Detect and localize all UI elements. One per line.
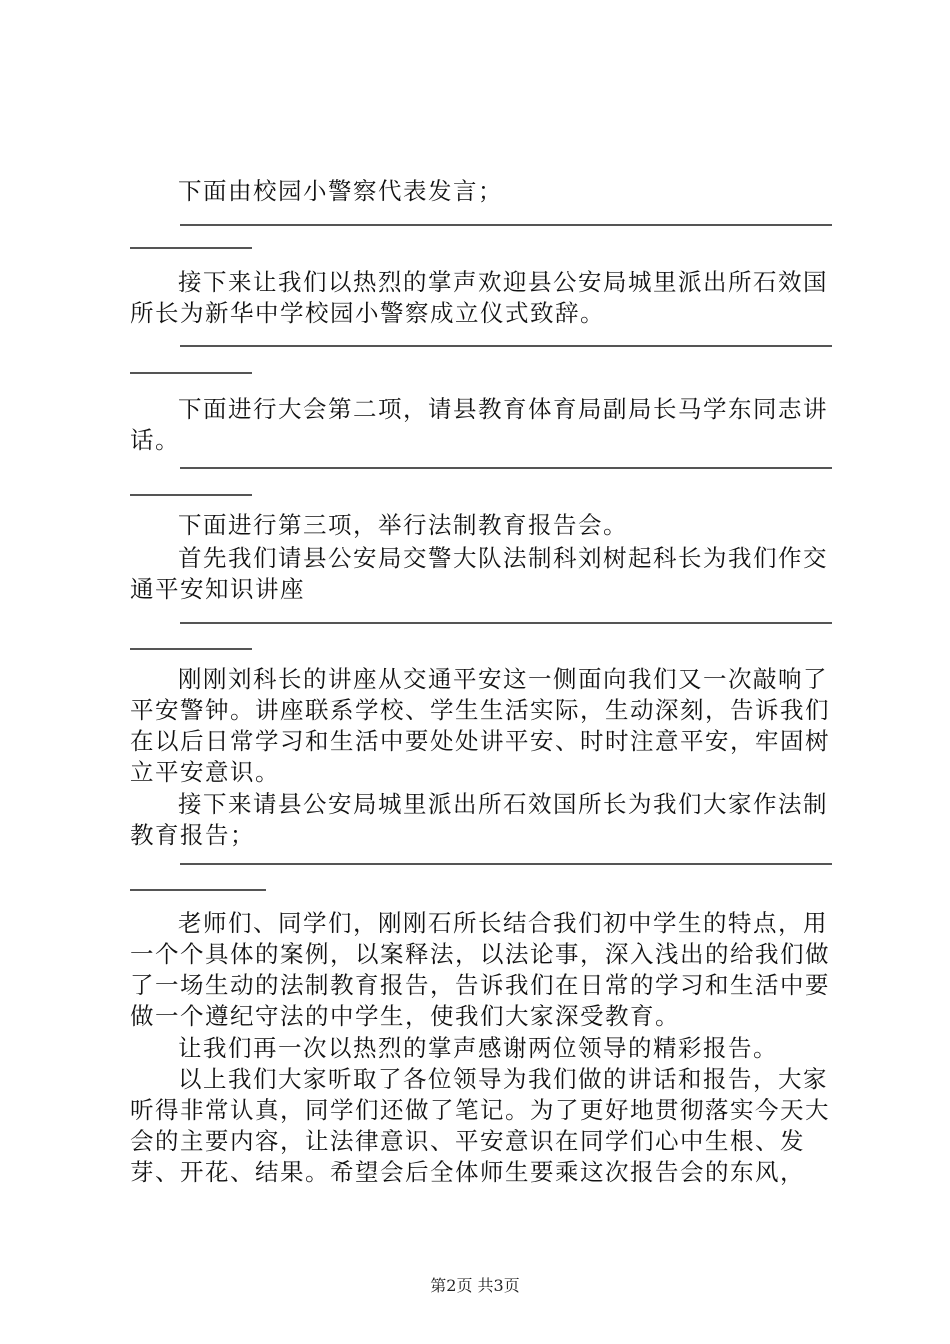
paragraph-traffic-lecture: 首先我们请县公安局交警大队法制科刘树起科长为我们作交通平安知识讲座 bbox=[130, 544, 828, 603]
paragraph-welcome-director: 接下来让我们以热烈的掌声欢迎县公安局城里派出所石效国所长为新华中学校园小警察成立仪式致辞。 bbox=[130, 268, 828, 327]
paragraph-item-two: 下面进行大会第二项，请县教育体育局副局长马学东同志讲话。 bbox=[130, 395, 828, 454]
separator-line-tail bbox=[130, 889, 266, 891]
separator-line-tail bbox=[130, 494, 252, 496]
separator-line-tail bbox=[130, 372, 252, 374]
paragraph-thanks: 让我们再一次以热烈的掌声感谢两位领导的精彩报告。 bbox=[178, 1034, 778, 1062]
separator-line bbox=[180, 224, 832, 226]
paragraph-report-summary: 老师们、同学们，刚刚石所长结合我们初中学生的特点，用一个个具体的案例，以案释法，以法论事，深入浅出的给我们做了一场生动的法制教育报告，告诉我们在日常的学习和生活中要做一个遵纪守法的中学生，使我们大家深受教育。 bbox=[130, 909, 830, 1030]
paragraph-lecture-summary: 刚刚刘科长的讲座从交通平安这一侧面向我们又一次敲响了平安警钟。讲座联系学校、学生生活实际，生动深刻，告诉我们在以后日常学习和生活中要处处讲平安、时时注意平安，牢固树立平安意识。 bbox=[130, 665, 830, 786]
paragraph-speech-rep: 下面由校园小警察代表发言； bbox=[178, 177, 503, 205]
separator-line bbox=[180, 622, 832, 624]
page-number-footer: 第2页 共3页 bbox=[430, 1276, 520, 1295]
separator-line bbox=[180, 863, 832, 865]
separator-line bbox=[180, 467, 832, 469]
separator-line bbox=[180, 345, 832, 347]
paragraph-legal-report: 接下来请县公安局城里派出所石效国所长为我们大家作法制教育报告； bbox=[130, 790, 828, 849]
separator-line-tail bbox=[130, 247, 252, 249]
paragraph-closing: 以上我们大家听取了各位领导为我们做的讲话和报告，大家听得非常认真，同学们还做了笔记。为了更好地贯彻落实今天大会的主要内容，让法律意识、平安意识在同学们心中生根、发芽、开花、结果。希望会后全体师生要乘这次报告会的东风， bbox=[130, 1065, 830, 1186]
separator-line-tail bbox=[130, 648, 252, 650]
paragraph-item-three: 下面进行第三项，举行法制教育报告会。 bbox=[178, 511, 628, 539]
